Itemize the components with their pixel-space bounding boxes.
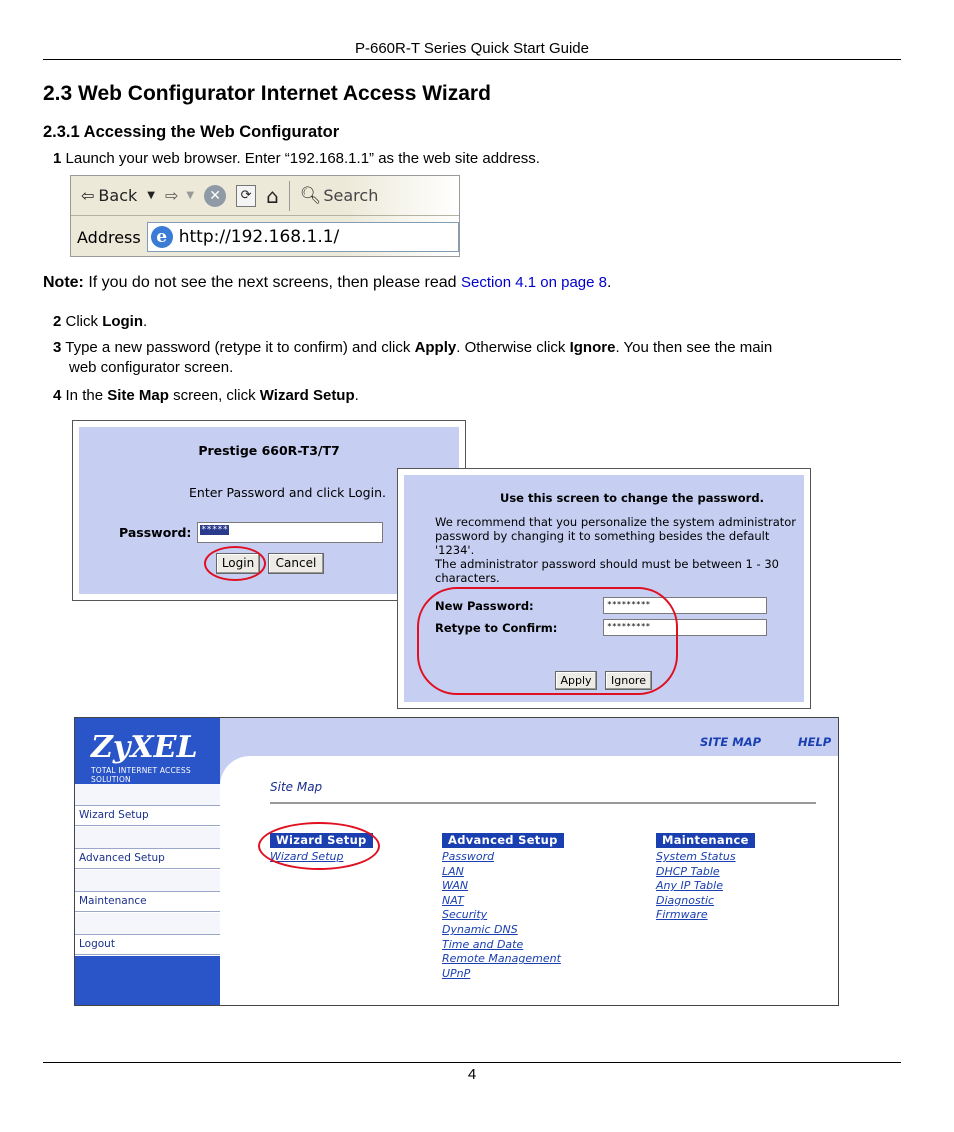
highlight-oval [417, 587, 678, 695]
link-password[interactable]: Password [442, 850, 495, 863]
back-button[interactable] [81, 186, 155, 205]
note-label: Note: [43, 274, 84, 291]
link-system-status[interactable]: System Status [656, 850, 736, 863]
home-button[interactable] [266, 184, 279, 208]
address-bar[interactable] [147, 222, 459, 252]
toolbar-row [71, 176, 459, 216]
search-label: Search [323, 186, 379, 205]
change-password-heading: Use this screen to change the password. [500, 491, 764, 505]
link-time-and-date[interactable]: Time and Date [442, 937, 524, 951]
highlight-oval [258, 822, 380, 870]
address-label: Address [77, 227, 141, 247]
refresh-button[interactable] [236, 185, 256, 207]
step-bold: Wizard Setup [259, 387, 355, 404]
sidebar-item-maintenance[interactable]: Maintenance [75, 891, 220, 912]
address-url: http://192.168.1.1/ [178, 227, 340, 247]
link-any-ip-table[interactable]: Any IP Table [656, 879, 723, 893]
step-text-pre: In the [65, 387, 108, 404]
menu-gap [75, 913, 220, 935]
change-password-screenshot [397, 468, 811, 709]
advanced-setup-header: Advanced Setup [442, 833, 564, 848]
sidebar-menu [75, 784, 220, 956]
help-link[interactable]: HELP [798, 735, 832, 749]
search-icon: 🔍︎ [299, 185, 322, 206]
link-security[interactable]: Security [442, 908, 488, 922]
top-bar-curve [220, 756, 260, 786]
step-2 [53, 312, 147, 332]
step-text-pre: Click [65, 313, 103, 330]
sidebar-item-logout[interactable]: Logout [75, 934, 220, 955]
new-password-label: New Password: [435, 599, 534, 613]
advanced-links [442, 850, 561, 981]
main-content [220, 718, 838, 1005]
wizard-setup-header: Wizard Setup [270, 833, 373, 848]
section-title: 2.3 Web Configurator Internet Access Wizard [43, 82, 491, 105]
recommend-text-1: We recommend that you personalize the system administrator [435, 515, 797, 529]
menu-gap [75, 827, 220, 849]
step-text-post: . [354, 387, 359, 404]
link-nat[interactable]: NAT [442, 893, 464, 907]
step-text-post: . [143, 313, 148, 330]
password-input[interactable] [197, 522, 383, 543]
search-button[interactable] [300, 186, 379, 206]
site-map-screenshot [74, 717, 839, 1006]
step-text-post: . You then see the main [615, 339, 773, 356]
change-password-form [404, 475, 804, 702]
login-button[interactable]: Login [216, 553, 260, 574]
back-arrow-icon: ⇦ [81, 186, 95, 205]
refresh-icon: ⟳ [236, 185, 256, 207]
home-icon: ⌂ [266, 183, 279, 208]
password-label: Password: [119, 525, 192, 540]
password-value: ***** [201, 525, 229, 535]
step-bold: Apply [414, 339, 457, 356]
sidebar-item-wizard-setup[interactable]: Wizard Setup [75, 805, 220, 826]
step-text: Launch your web browser. Enter “192.168.1.1” as the web site address. [65, 150, 540, 167]
heading-rule [270, 802, 816, 804]
zyxel-tagline: TOTAL INTERNET ACCESS SOLUTION [91, 766, 191, 784]
step-bold: Login [102, 313, 144, 330]
zyxel-logo: ZyXEL [91, 730, 198, 765]
step-number: 1 [53, 150, 62, 167]
link-remote-management[interactable]: Remote Management [442, 952, 561, 966]
browser-toolbar-screenshot [70, 175, 460, 257]
page-number: 4 [467, 1066, 477, 1083]
length-text-1: The administrator password should must be between 1 - 30 [435, 557, 779, 571]
header-rule [43, 59, 901, 60]
maintenance-links [656, 850, 736, 923]
note-end: . [606, 274, 612, 291]
link-firmware[interactable]: Firmware [656, 908, 708, 922]
logo-area [75, 718, 220, 784]
step-bold: Site Map [107, 387, 169, 404]
menu-gap [75, 870, 220, 892]
step-number: 3 [53, 339, 62, 356]
page-header-title: P-660R-T Series Quick Start Guide [355, 40, 589, 57]
login-title: Prestige 660R-T3/T7 [198, 443, 340, 458]
ie-page-icon: e [151, 226, 173, 248]
link-diagnostic[interactable]: Diagnostic [656, 893, 715, 907]
step-text-pre: Type a new password (retype it to confirm) and click [65, 339, 415, 356]
new-password-input[interactable]: ********* [603, 597, 767, 614]
dropdown-arrow-icon: ▼ [147, 190, 155, 201]
forward-arrow-icon: ⇨ [164, 186, 179, 205]
link-upnp[interactable]: UPnP [442, 966, 471, 980]
highlight-oval [204, 546, 266, 581]
step-text-mid: . Otherwise click [456, 339, 570, 356]
step-number: 2 [53, 313, 62, 330]
step-text-mid: screen, click [168, 387, 260, 404]
retype-password-input[interactable]: ********* [603, 619, 767, 636]
stop-icon: ✕ [204, 185, 226, 207]
back-label: Back [98, 186, 138, 205]
sidebar-item-advanced-setup[interactable]: Advanced Setup [75, 848, 220, 869]
link-lan[interactable]: LAN [442, 864, 464, 878]
maintenance-header: Maintenance [656, 833, 755, 848]
stop-button[interactable] [204, 185, 226, 207]
forward-button[interactable] [165, 186, 194, 205]
dropdown-arrow-icon: ▼ [186, 190, 195, 201]
menu-gap [75, 784, 220, 806]
subsection-title: 2.3.1 Accessing the Web Configurator [43, 123, 340, 141]
section-link[interactable]: Section 4.1 on page 8 [461, 274, 607, 291]
step-1 [53, 149, 540, 169]
footer-rule [43, 1062, 901, 1063]
site-map-link[interactable]: SITE MAP [700, 735, 762, 749]
ignore-button[interactable]: Ignore [605, 671, 652, 690]
step-bold: Ignore [569, 339, 616, 356]
recommend-text-2: password by changing it to something besides the default '1234'. [435, 529, 770, 557]
link-wan[interactable]: WAN [442, 879, 469, 893]
address-row [71, 217, 459, 257]
link-dynamic-dns[interactable]: Dynamic DNS [442, 922, 518, 936]
step-4 [53, 386, 359, 406]
link-dhcp-table[interactable]: DHCP Table [656, 864, 720, 878]
note-text: If you do not see the next screens, then please read [83, 274, 462, 291]
step-3-line-2: web configurator screen. [69, 359, 234, 376]
step-number: 4 [53, 387, 62, 404]
login-instruction: Enter Password and click Login. [189, 485, 386, 500]
site-map-heading: Site Map [270, 780, 323, 794]
note [43, 274, 611, 292]
step-3 [53, 338, 903, 358]
link-wizard-setup[interactable]: Wizard Setup [270, 850, 344, 863]
retype-label: Retype to Confirm: [435, 621, 558, 635]
cancel-button[interactable]: Cancel [268, 553, 324, 574]
toolbar-separator [289, 181, 290, 211]
apply-button[interactable]: Apply [555, 671, 597, 690]
length-text-2: characters. [435, 571, 500, 585]
